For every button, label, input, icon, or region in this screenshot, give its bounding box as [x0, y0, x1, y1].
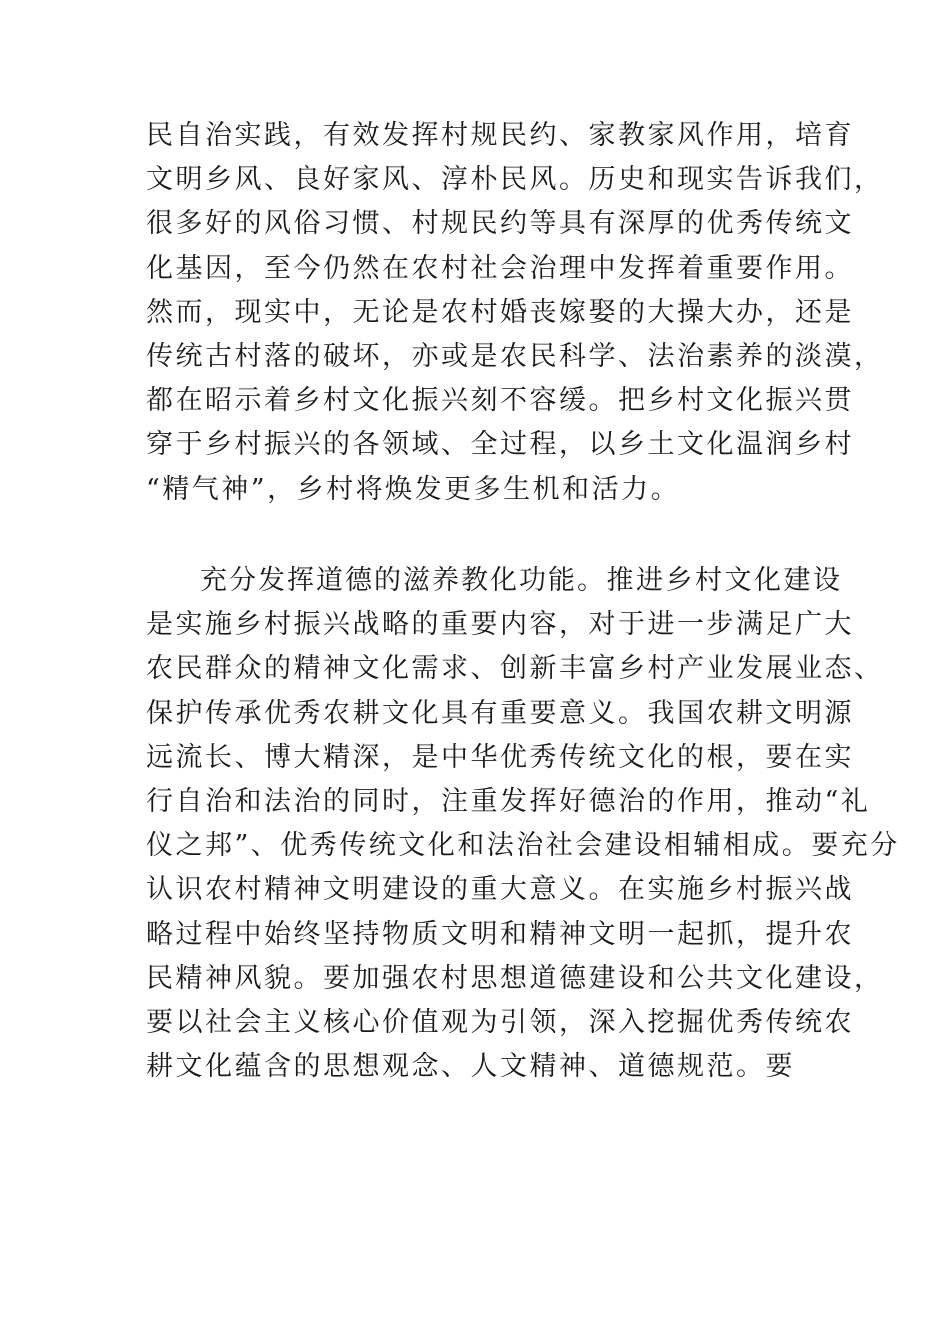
paragraph-line: 行自治和法治的同时，注重发挥好德治的作用，推动“礼: [146, 785, 871, 817]
paragraph-2: [146, 559, 900, 1089]
paragraph-line: 很多好的风俗习惯、村规民约等具有深厚的优秀传统文: [146, 208, 854, 240]
paragraph-line: 民精神风貌。要加强农村思想道德建设和公共文化建设，: [146, 962, 884, 994]
paragraph-line: 化基因，至今仍然在农村社会治理中发挥着重要作用。: [146, 252, 854, 284]
paragraph-line: 民自治实践，有效发挥村规民约、家教家风作用，培育: [146, 120, 854, 151]
paragraph-line: 耕文化蕴含的思想观念、人文精神、道德规范。要: [146, 1051, 795, 1083]
paragraph-line: 远流长、博大精深，是中华优秀传统文化的根，要在实: [146, 741, 854, 773]
paragraph-line: “精气神”，乡村将焕发更多生机和活力。: [146, 473, 681, 505]
paragraph-line: 都在昭示着乡村文化振兴刻不容缓。把乡村文化振兴贯: [146, 385, 854, 417]
paragraph-line: 仪之邦”、优秀传统文化和法治社会建设相辅相成。要充分: [146, 830, 900, 862]
paragraph-1: [146, 114, 884, 512]
paragraph-line-rest: 。推进乡村文化建设: [577, 565, 843, 596]
paragraph-line: 农民群众的精神文化需求、创新丰富乡村产业发展业态、: [146, 653, 884, 685]
paragraph-line: 要以社会主义核心价值观为引领，深入挖掘优秀传统农: [146, 1006, 854, 1038]
paragraph-first-line: [146, 559, 843, 603]
paragraph-line: 认识农村精神文明建设的重大意义。在实施乡村振兴战: [146, 874, 854, 906]
paragraph-line: 然而，现实中，无论是农村婚丧嫁娶的大操大办，还是: [146, 296, 854, 328]
paragraph-line: 保护传承优秀农耕文化具有重要意义。我国农耕文明源: [146, 697, 854, 729]
paragraph-line: 略过程中始终坚持物质文明和精神文明一起抓，提升农: [146, 918, 854, 950]
paragraph-line: 是实施乡村振兴战略的重要内容，对于进一步满足广大: [146, 609, 854, 641]
section-heading: 充分发挥道德的滋养教化功能: [200, 565, 577, 596]
paragraph-line: 文明乡风、良好家风、淳朴民风。历史和现实告诉我们，: [146, 164, 884, 196]
paragraph-line: 穿于乡村振兴的各领域、全过程，以乡土文化温润乡村: [146, 429, 854, 461]
paragraph-line: 传统古村落的破坏，亦或是农民科学、法治素养的淡漠，: [146, 340, 884, 372]
